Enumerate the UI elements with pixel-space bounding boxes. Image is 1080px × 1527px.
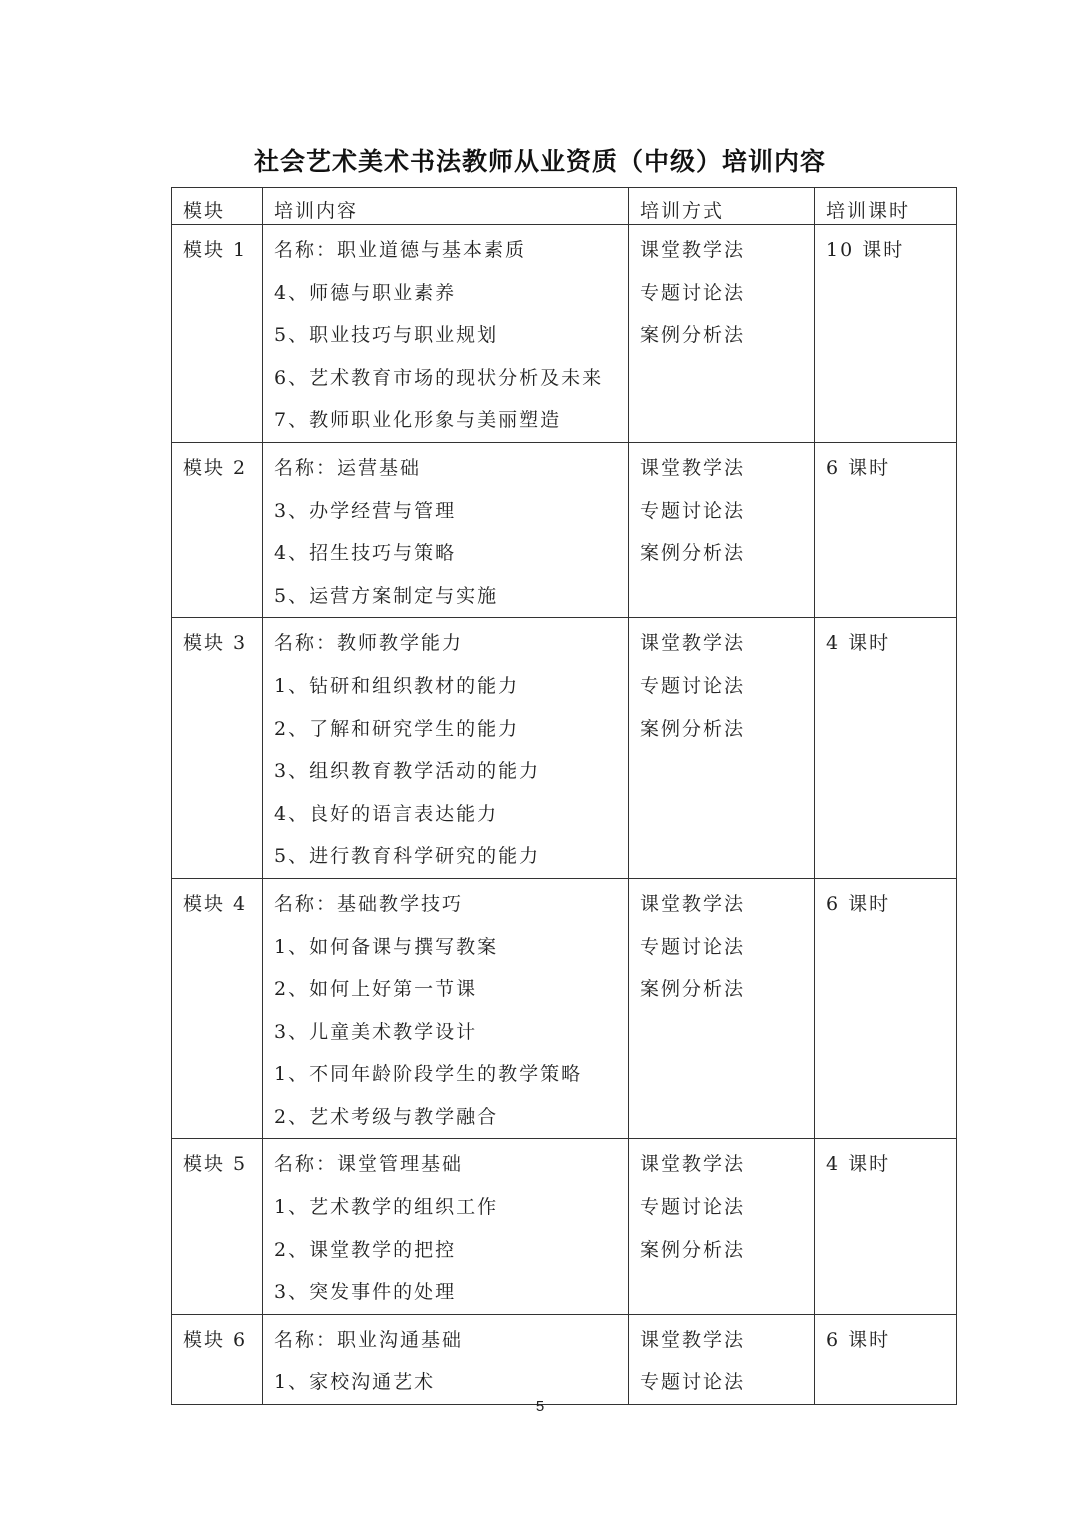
method-item: 课堂教学法 [640,892,746,915]
module-name-line: 名称：运营基础 [274,456,422,479]
module-name-line: 名称：教师教学能力 [274,632,464,655]
content-item: 5、职业技巧与职业规划 [274,324,499,347]
module-label: 模块 5 [183,1153,248,1176]
method-item: 专题讨论法 [640,1196,746,1219]
method-item: 课堂教学法 [640,1153,746,1176]
content-cell [263,1314,629,1404]
content-cell [263,1139,629,1314]
table-row [172,442,957,617]
hours-cell [815,1314,957,1404]
module-cell [172,1139,263,1314]
content-item: 3、儿童美术教学设计 [274,1020,478,1043]
table-row [172,878,957,1139]
header-module: 模块 [172,188,263,225]
content-cell [263,225,629,443]
table-row [172,225,957,443]
content-item: 1、不同年龄阶段学生的教学策略 [274,1063,583,1086]
content-item: 1、如何备课与撰写教案 [274,935,499,958]
content-item: 4、招生技巧与策略 [274,542,457,565]
content-item: 2、课堂教学的把控 [274,1238,457,1261]
method-item: 课堂教学法 [640,632,746,655]
page-number: 5 [535,1398,545,1415]
hours-cell [815,618,957,879]
content-cell [263,878,629,1139]
module-label: 模块 1 [183,239,248,261]
method-cell [629,442,815,617]
module-label: 模块 6 [183,1328,248,1351]
content-item: 3、办学经营与管理 [274,499,457,522]
content-item: 4、良好的语言表达能力 [274,802,499,825]
content-item: 4、师德与职业素养 [274,281,457,304]
header-hours: 培训课时 [815,188,957,225]
content-item: 2、如何上好第一节课 [274,978,478,1001]
hours-cell [815,225,957,443]
module-name-line: 名称：课堂管理基础 [274,1153,464,1176]
content-item: 6、艺术教育市场的现状分析及未来 [274,366,604,389]
header-method: 培训方式 [629,188,815,225]
table-body [172,225,957,1405]
module-label: 模块 2 [183,456,248,479]
method-item: 课堂教学法 [640,239,746,261]
module-name-line: 名称：职业沟通基础 [274,1328,464,1351]
content-item: 3、突发事件的处理 [274,1281,457,1304]
method-item: 案例分析法 [640,542,746,565]
module-cell [172,442,263,617]
method-cell [629,878,815,1139]
hours-value: 6 课时 [826,456,891,479]
hours-cell [815,1139,957,1314]
training-content-table [171,187,957,1405]
module-cell [172,878,263,1139]
method-item: 专题讨论法 [640,281,746,304]
method-item: 专题讨论法 [640,935,746,958]
table-header-row [172,188,957,225]
module-label: 模块 4 [183,892,248,915]
method-cell [629,1139,815,1314]
content-item: 2、艺术考级与教学融合 [274,1105,499,1128]
hours-value: 4 课时 [826,632,891,655]
header-content: 培训内容 [263,188,629,225]
document-title: 社会艺术美术书法教师从业资质（中级）培训内容 [253,147,826,176]
hours-cell [815,442,957,617]
method-cell [629,1314,815,1404]
content-item: 3、组织教育教学活动的能力 [274,760,541,783]
module-label: 模块 3 [183,632,248,655]
hours-value: 6 课时 [826,892,891,915]
method-item: 课堂教学法 [640,456,746,479]
content-item: 5、进行教育科学研究的能力 [274,845,541,868]
method-cell [629,618,815,879]
content-item: 1、艺术教学的组织工作 [274,1196,499,1219]
module-cell [172,1314,263,1404]
method-item: 课堂教学法 [640,1328,746,1351]
method-item: 专题讨论法 [640,1371,746,1394]
hours-value: 10 课时 [826,239,905,261]
content-item: 7、教师职业化形象与美丽塑造 [274,409,562,432]
content-cell [263,442,629,617]
hours-cell [815,878,957,1139]
content-item: 5、运营方案制定与实施 [274,584,499,607]
method-cell [629,225,815,443]
method-item: 专题讨论法 [640,674,746,697]
method-item: 案例分析法 [640,717,746,740]
content-item: 1、家校沟通艺术 [274,1371,436,1394]
table-row [172,1314,957,1404]
method-item: 专题讨论法 [640,499,746,522]
module-cell [172,225,263,443]
method-item: 案例分析法 [640,324,746,347]
table-row [172,1139,957,1314]
content-cell [263,618,629,879]
module-cell [172,618,263,879]
method-item: 案例分析法 [640,1238,746,1261]
module-name-line: 名称：基础教学技巧 [274,892,464,915]
content-item: 1、钻研和组织教材的能力 [274,674,520,697]
method-item: 案例分析法 [640,978,746,1001]
table-row [172,618,957,879]
content-item: 2、了解和研究学生的能力 [274,717,520,740]
hours-value: 4 课时 [826,1153,891,1176]
module-name-line: 名称：职业道德与基本素质 [274,239,527,261]
hours-value: 6 课时 [826,1328,891,1351]
